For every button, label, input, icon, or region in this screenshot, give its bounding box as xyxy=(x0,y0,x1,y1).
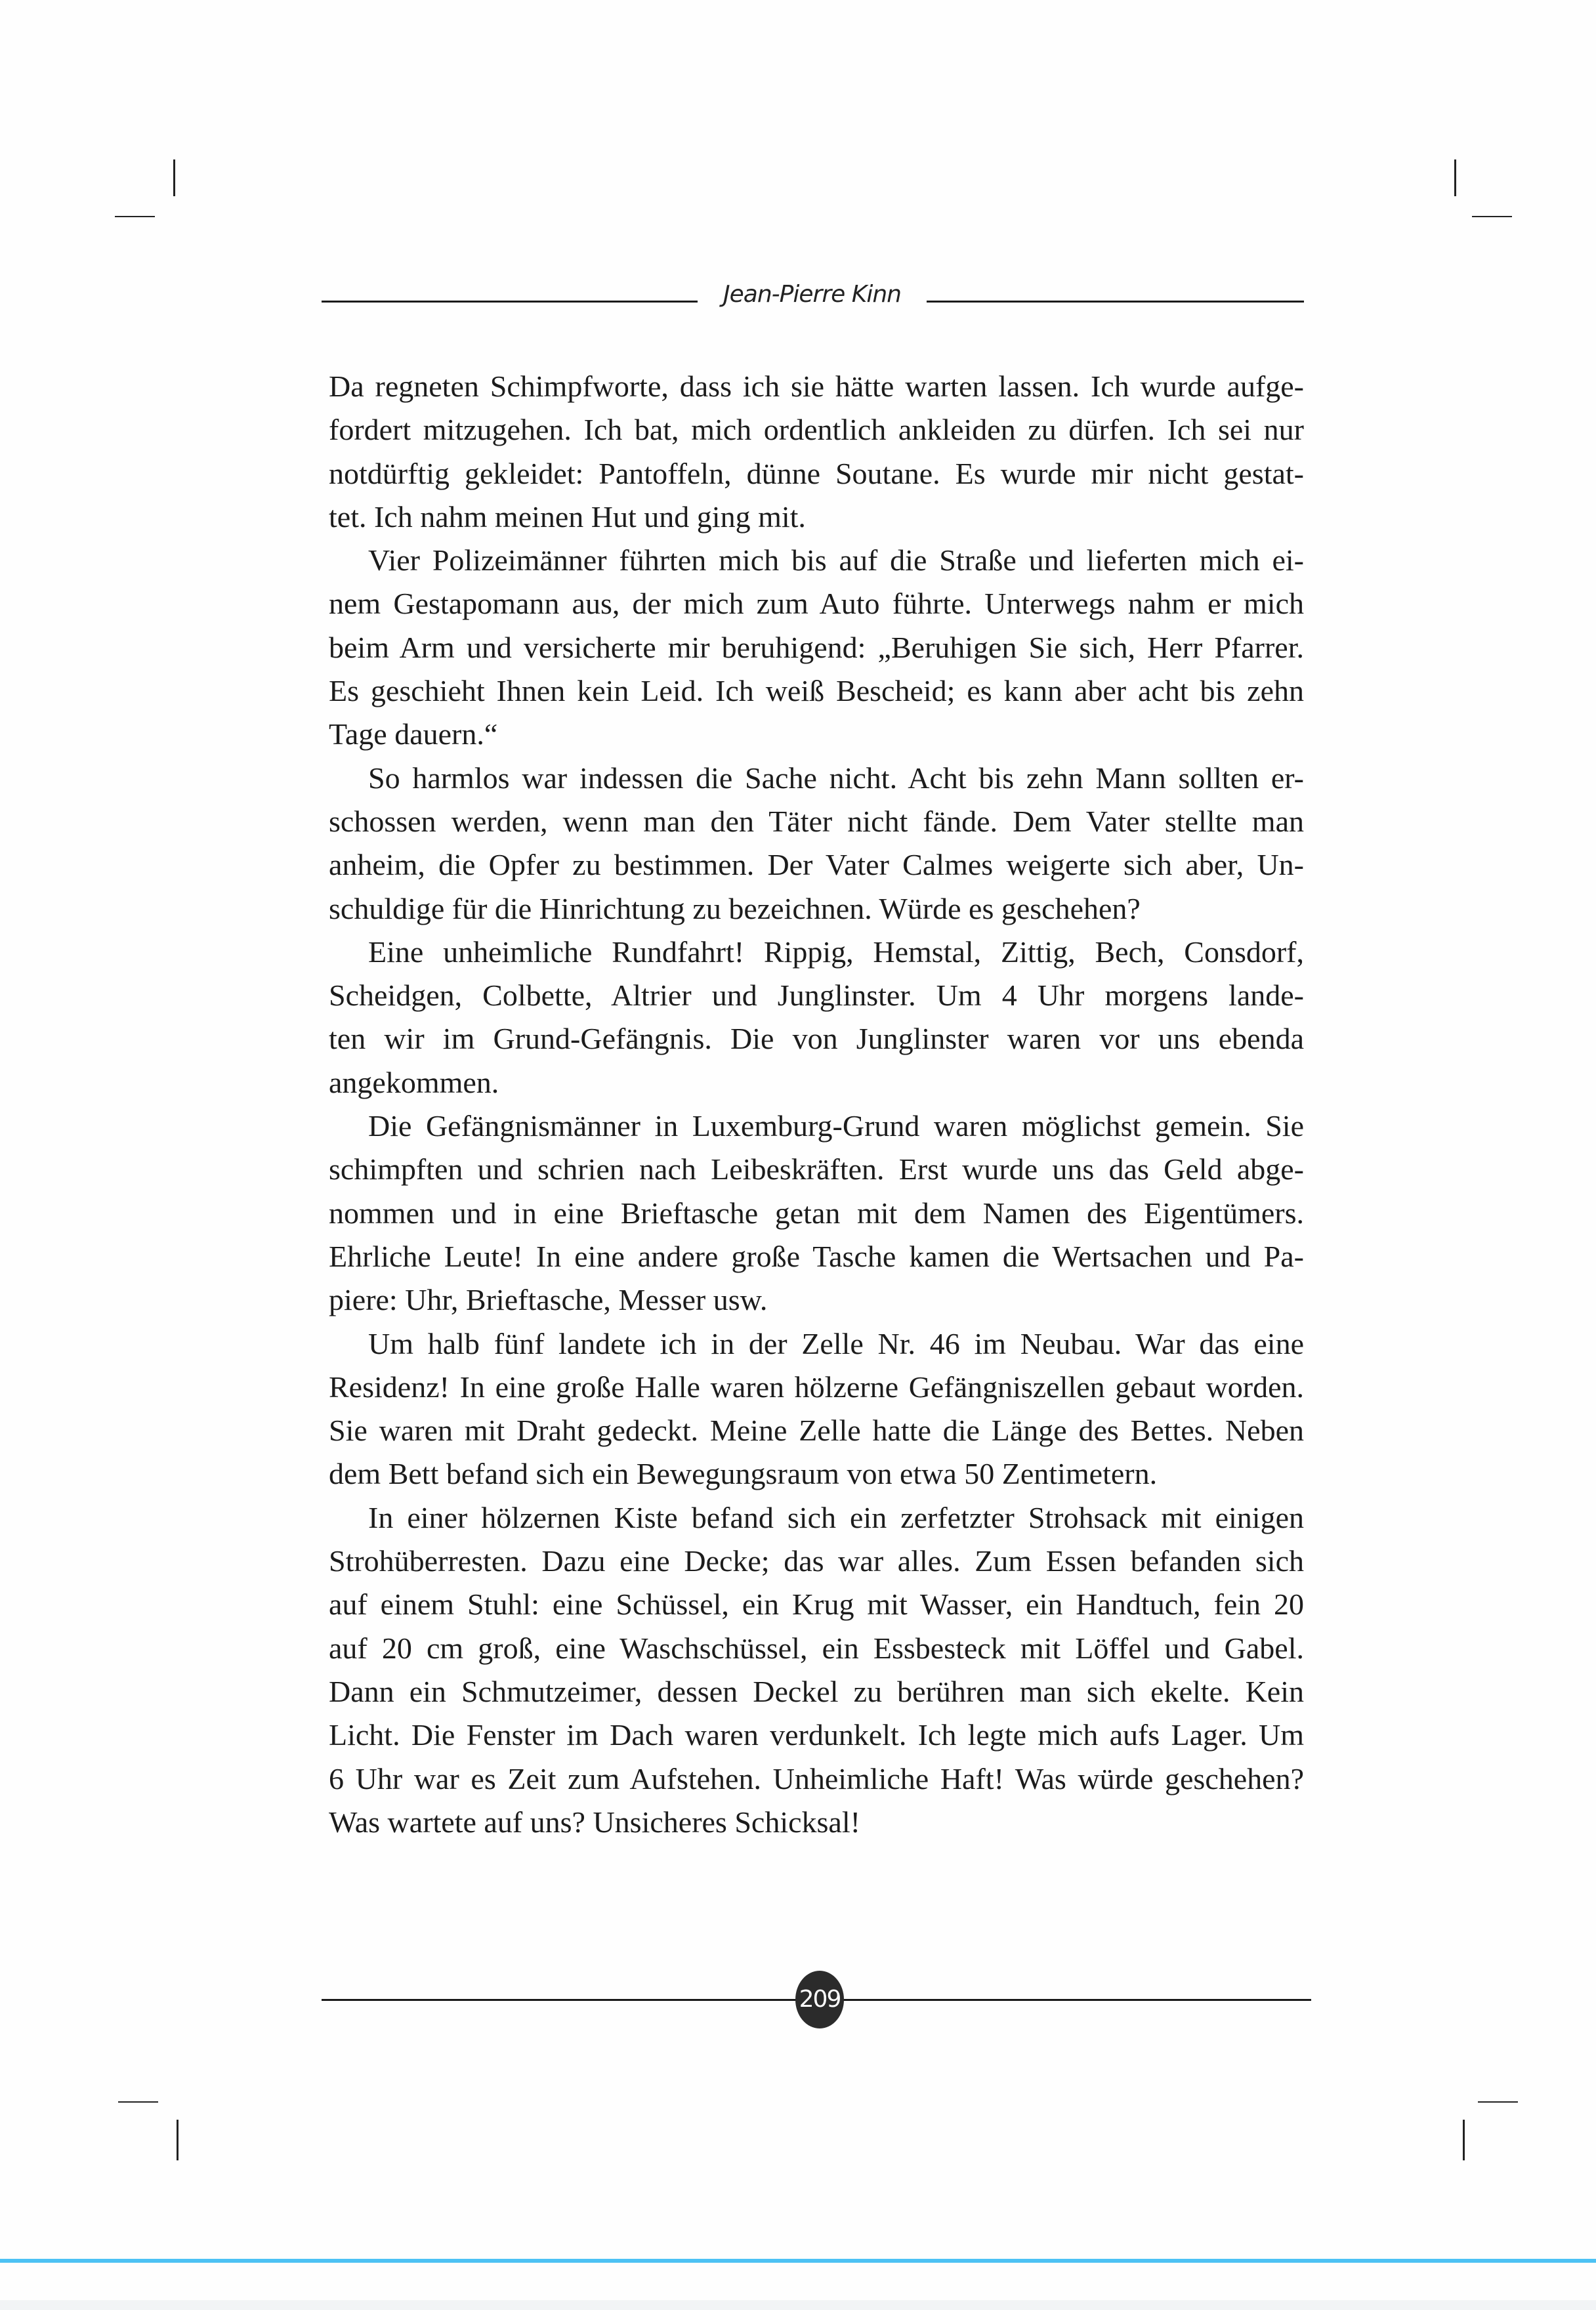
text-line: In einer hölzernen Kiste befand sich ein zerfetzter Strohsack mit einigen xyxy=(368,1500,1304,1534)
crop-mark-bottom-left-vertical xyxy=(177,2120,178,2160)
paragraph xyxy=(329,1104,1304,1322)
text-line: nommen und in eine Brieftasche getan mit dem Namen des Eigentümers. xyxy=(329,1196,1304,1230)
header-rule-right xyxy=(927,301,1304,303)
text-line: Was wartete auf uns? Unsicheres Schicksal! xyxy=(329,1805,860,1839)
paragraph xyxy=(329,757,1304,931)
crop-mark-top-right-horizontal xyxy=(1472,216,1512,217)
text-line: beim Arm und versicherte mir beruhigend: „Beruhigen Sie sich, Herr Pfarrer. xyxy=(329,630,1304,664)
text-line: Eine unheimliche Rundfahrt! Rippig, Hemstal, Zittig, Bech, Consdorf, xyxy=(368,934,1304,969)
crop-mark-bottom-right-horizontal xyxy=(1478,2101,1518,2103)
text-line: anheim, die Opfer zu bestimmen. Der Vater Calmes weigerte sich aber, Un- xyxy=(329,848,1304,882)
page-number-badge: 209 xyxy=(795,1971,844,2028)
crop-mark-top-left-vertical xyxy=(173,159,175,196)
paragraph xyxy=(329,1322,1304,1496)
paragraph xyxy=(329,1496,1304,1844)
text-line: auf einem Stuhl: eine Schüssel, ein Krug mit Wasser, ein Handtuch, fein 20 xyxy=(329,1587,1304,1622)
crop-mark-bottom-left-horizontal xyxy=(118,2101,158,2103)
crop-mark-top-right-vertical xyxy=(1454,159,1456,196)
header-rule-left xyxy=(322,301,698,303)
text-line: dem Bett befand sich ein Bewegungsraum von etwa 50 Zentimetern. xyxy=(329,1457,1158,1491)
running-head-author: Jean-Pierre Kinn xyxy=(723,281,901,308)
text-line: Ehrliche Leute! In eine andere große Tasche kamen die Wertsachen und Pa- xyxy=(329,1239,1304,1273)
text-line: Es geschieht Ihnen kein Leid. Ich weiß Bescheid; es kann aber acht bis zehn xyxy=(329,674,1304,708)
text-line: ten wir im Grund-Gefängnis. Die von Junglinster waren vor uns ebenda xyxy=(329,1022,1304,1056)
text-line: 6 Uhr war es Zeit zum Aufstehen. Unheimliche Haft! Was würde geschehen? xyxy=(329,1761,1304,1796)
text-line: Um halb fünf landete ich in der Zelle Nr. 46 im Neubau. War das eine xyxy=(368,1326,1304,1360)
text-line: schossen werden, wenn man den Täter nicht fände. Dem Vater stellte man xyxy=(329,804,1304,838)
text-line: Die Gefängnismänner in Luxemburg-Grund waren möglichst gemein. Sie xyxy=(368,1109,1304,1143)
bottom-strip xyxy=(0,2300,1596,2310)
text-line: Da regneten Schimpfworte, dass ich sie hätte warten lassen. Ich wurde aufge- xyxy=(329,369,1304,403)
text-line: schimpften und schrien nach Leibeskräften. Erst wurde uns das Geld abge- xyxy=(329,1152,1304,1186)
paragraph xyxy=(329,539,1304,756)
text-line: Vier Polizeimänner führten mich bis auf die Straße und lieferten mich ei- xyxy=(368,543,1304,578)
text-line: tet. Ich nahm meinen Hut und ging mit. xyxy=(329,499,806,534)
text-line: Strohüberresten. Dazu eine Decke; das war alles. Zum Essen befanden sich xyxy=(329,1544,1304,1578)
scan-accent-rule xyxy=(0,2259,1596,2263)
text-line: nem Gestapomann aus, der mich zum Auto führte. Unterwegs nahm er mich xyxy=(329,587,1304,621)
text-line: Scheidgen, Colbette, Altrier und Junglinster. Um 4 Uhr morgens lande- xyxy=(329,978,1304,1013)
text-line: schuldige für die Hinrichtung zu bezeichnen. Würde es geschehen? xyxy=(329,891,1141,925)
text-line: Sie waren mit Draht gedeckt. Meine Zelle hatte die Länge des Bettes. Neben xyxy=(329,1414,1304,1448)
text-line: Tage dauern.“ xyxy=(329,717,498,751)
body-text xyxy=(329,365,1304,1844)
text-line: auf 20 cm groß, eine Waschschüssel, ein Essbesteck mit Löffel und Gabel. xyxy=(329,1631,1304,1665)
paragraph xyxy=(329,365,1304,539)
paragraph xyxy=(329,931,1304,1104)
text-line: notdürftig gekleidet: Pantoffeln, dünne Soutane. Es wurde mir nicht gestat- xyxy=(329,456,1304,490)
text-line: So harmlos war indessen die Sache nicht. Acht bis zehn Mann sollten er- xyxy=(368,761,1304,795)
text-line: angekommen. xyxy=(329,1065,499,1099)
text-line: fordert mitzugehen. Ich bat, mich ordentlich ankleiden zu dürfen. Ich sei nur xyxy=(329,413,1304,447)
text-line: Dann ein Schmutzeimer, dessen Deckel zu berühren man sich ekelte. Kein xyxy=(329,1674,1304,1708)
text-line: Residenz! In eine große Halle waren hölzerne Gefängniszellen gebaut worden. xyxy=(329,1370,1304,1404)
text-line: piere: Uhr, Brieftasche, Messer usw. xyxy=(329,1283,768,1317)
crop-mark-top-left-horizontal xyxy=(115,216,155,217)
text-line: Licht. Die Fenster im Dach waren verdunkelt. Ich legte mich aufs Lager. Um xyxy=(329,1718,1304,1752)
crop-mark-bottom-right-vertical xyxy=(1463,2120,1465,2160)
